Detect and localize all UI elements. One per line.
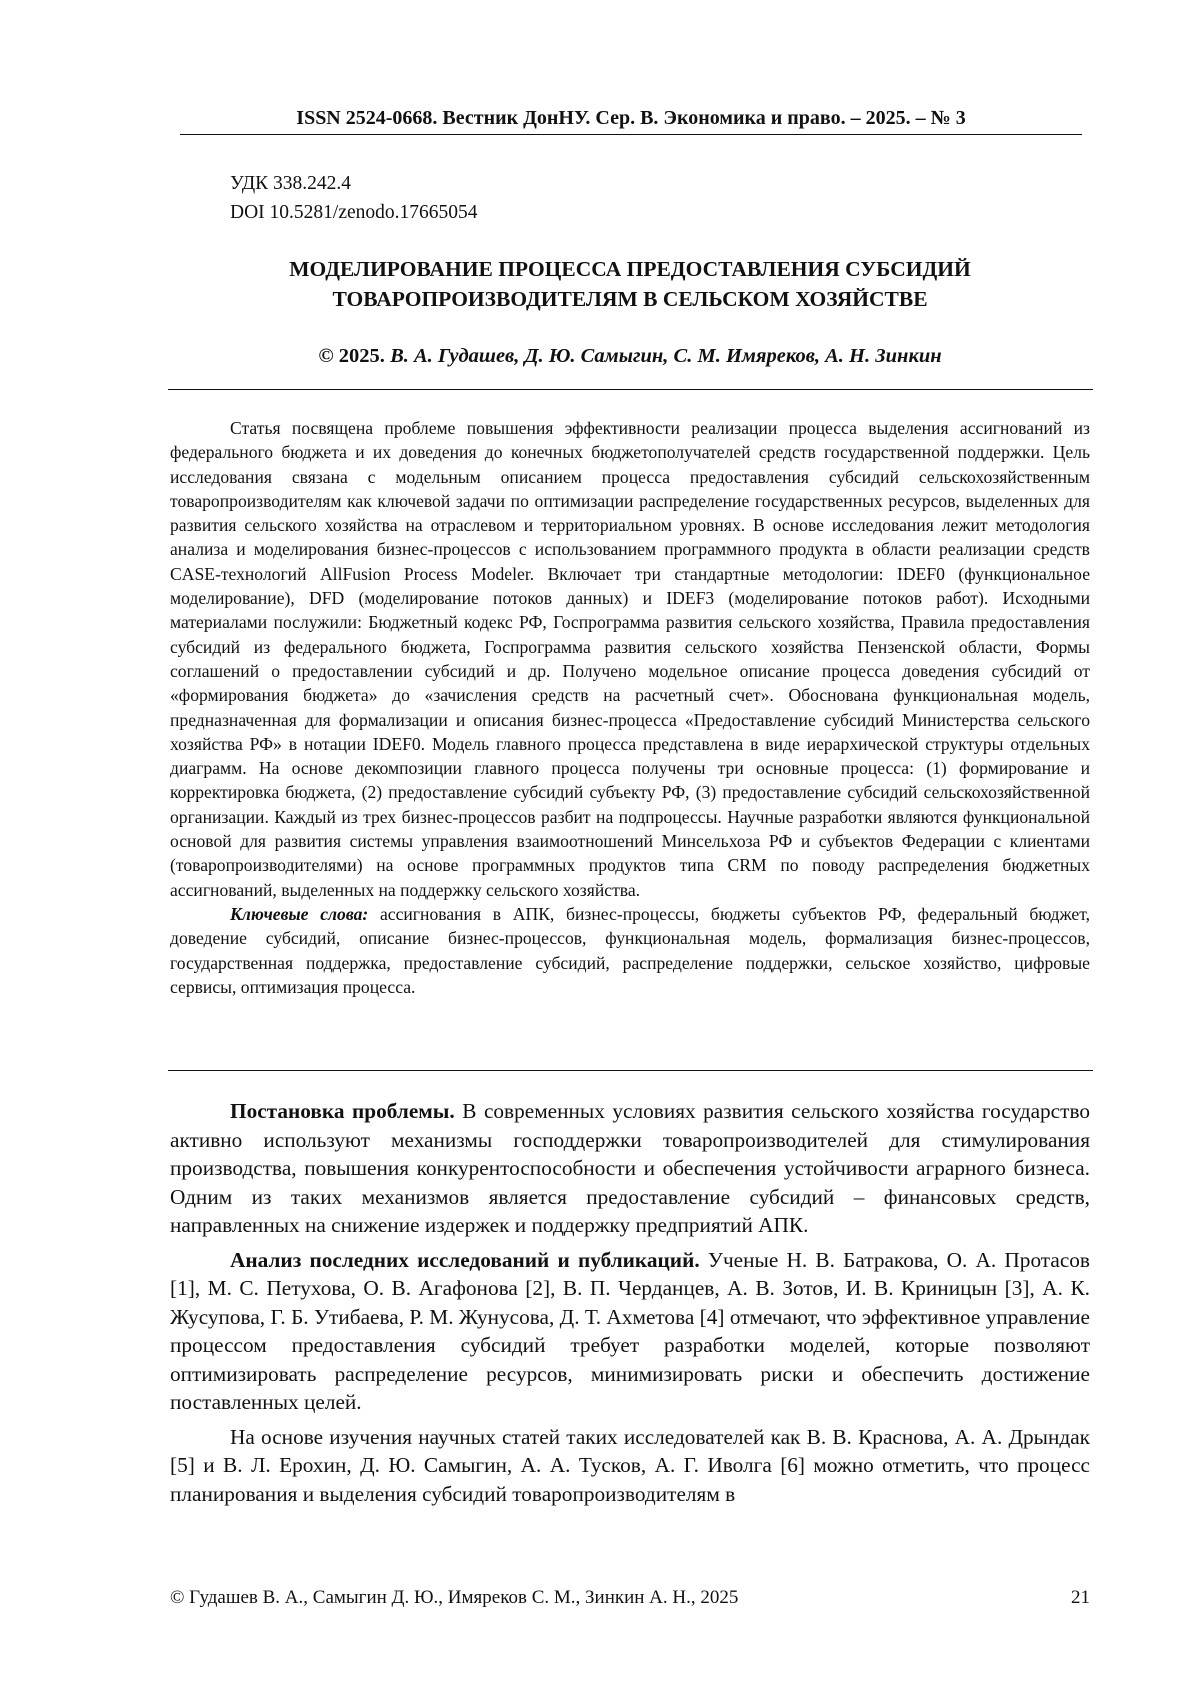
- body-paragraph-2-text: Ученые Н. В. Батракова, О. А. Протасов [1], М. С. Петухова, О. В. Агафонова [2], В. П. Черданцев, А. В. Зотов, И. В. Криницын [3], А. К. Жусупова, Г. Б. Утибаева, Р. М. Жунусова, Д. Т. Ахметова [4] отмечают, что эффективное управление процессом предоставления субсидий требует разработки моделей, которые позволяют оптимизировать распределение ресурсов, минимизировать риски и обеспечить достижение поставленных целей.: [170, 1247, 1090, 1414]
- keywords-text: ассигнования в АПК, бизнес-процессы, бюджеты субъектов РФ, федеральный бюджет, доведение субсидий, описание бизнес-процессов, функциональная модель, формализация бизнес-процессов, государственная поддержка, предоставление субсидий, распределение поддержки, сельское хозяйство, цифровые сервисы, оптимизация процесса.: [170, 903, 1090, 997]
- article-title-line-2: ТОВАРОПРОИЗВОДИТЕЛЯМ В СЕЛЬСКОМ ХОЗЯЙСТВЕ: [332, 287, 928, 311]
- article-title-line-1: МОДЕЛИРОВАНИЕ ПРОЦЕССА ПРЕДОСТАВЛЕНИЯ СУБСИДИЙ: [289, 257, 971, 281]
- footer-copyright: © Гудашев В. А., Самыгин Д. Ю., Имяреков С. М., Зинкин А. Н., 2025: [170, 1587, 739, 1608]
- page-number: 21: [1071, 1587, 1090, 1608]
- section-lead-analysis: Анализ последних исследований и публикаций.: [230, 1247, 700, 1272]
- section-lead-problem: Постановка проблемы.: [230, 1099, 455, 1123]
- authors-line: [170, 343, 1090, 369]
- keywords-label: Ключевые слова:: [230, 903, 369, 924]
- abstract: [170, 416, 1090, 999]
- article-title: [170, 254, 1090, 314]
- authors-copyright: © 2025.: [318, 345, 385, 367]
- body-paragraph-1-text: В современных условиях развития сельского хозяйства государство активно используют механизмы господдержки товаропроизводителей для стимулирования производства, повышения конкурентоспособности и обеспечения устойчивости аграрного бизнеса. Одним из таких механизмов является предоставление субсидий – финансовых средств, направленных на снижение издержек и поддержку предприятий АПК.: [170, 1099, 1091, 1237]
- body-paragraph-3: На основе изучения научных статей таких исследователей как В. В. Краснова, А. А. Дрындак [5] и В. Л. Ерохин, Д. Ю. Самыгин, А. А. Тусков, А. Г. Иволга [6] можно отметить, что процесс планирования и выделения субсидий товаропроизводителям в: [170, 1424, 1090, 1506]
- article-body: [170, 1097, 1090, 1514]
- abstract-text: Статья посвящена проблеме повышения эффективности реализации процесса выделения ассигнований из федерального бюджета и их доведения до конечных бюджетополучателей средств государственной поддержки. Цель исследования связана с модельным описанием процесса предоставления субсидий сельскохозяйственным товаропроизводителям как ключевой задачи по оптимизации распределение государственных ресурсов, выделенных для развития сельского хозяйства на отраслевом и территориальном уровнях. В основе исследования лежит методология анализа и моделирования бизнес-процессов с использованием программного продукта в области реализации средств CASE-технологий AllFusion Process Modeler. Включает три стандартные методологии: IDEF0 (функциональное моделирование), DFD (моделирование потоков данных) и IDEF3 (моделирование потоков работ). Исходными материалами послужили: Бюджетный кодекс РФ, Госпрограмма развития сельского хозяйства, Правила предоставления субсидий из федерального бюджета, Госпрограмма развития сельского хозяйства Пензенской области, Формы соглашений о предоставлении субсидий и др. Получено модельное описание процесса доведения субсидий от «формирования бюджета» до «зачисления средств на расчетный счет». Обоснована функциональная модель, предназначенная для формализации и описания бизнес-процесса «Предоставление субсидий Министерства сельского хозяйства РФ» в нотации IDEF0. Модель главного процесса представлена в виде иерархической структуры отдельных диаграмм. На основе декомпозиции главного процесса получены три основные процесса: (1) формирование и корректировка бюджета, (2) предоставление субсидий субъекту РФ, (3) предоставление субсидий сельскохозяйственной организации. Каждый из трех бизнес-процессов разбит на подпроцессы. Научные разработки являются функциональной основой для развития системы управления взаимоотношений Минсельхоза РФ и субъектов Федерации с клиентами (товаропроизводителями) на основе программных продуктов типа CRM по поводу распределения бюджетных ассигнований, выделенных на поддержку сельского хозяйства.: [170, 418, 1090, 900]
- udk-code: УДК 338.242.4: [230, 173, 352, 194]
- journal-header: ISSN 2524-0668. Вестник ДонНУ. Сер. В. Экономика и право. – 2025. – № 3: [296, 107, 966, 129]
- abstract-top-rule: [168, 389, 1093, 390]
- body-paragraph-2: [170, 1246, 1090, 1417]
- doi: DOI 10.5281/zenodo.17665054: [230, 202, 478, 223]
- keywords-paragraph: [170, 902, 1090, 999]
- body-paragraph-1: [170, 1097, 1090, 1240]
- authors-names: В. А. Гудашев, Д. Ю. Самыгин, С. М. Имяреков, А. Н. Зинкин: [390, 345, 942, 367]
- abstract-bottom-rule: [168, 1070, 1093, 1071]
- header-rule: [180, 134, 1082, 135]
